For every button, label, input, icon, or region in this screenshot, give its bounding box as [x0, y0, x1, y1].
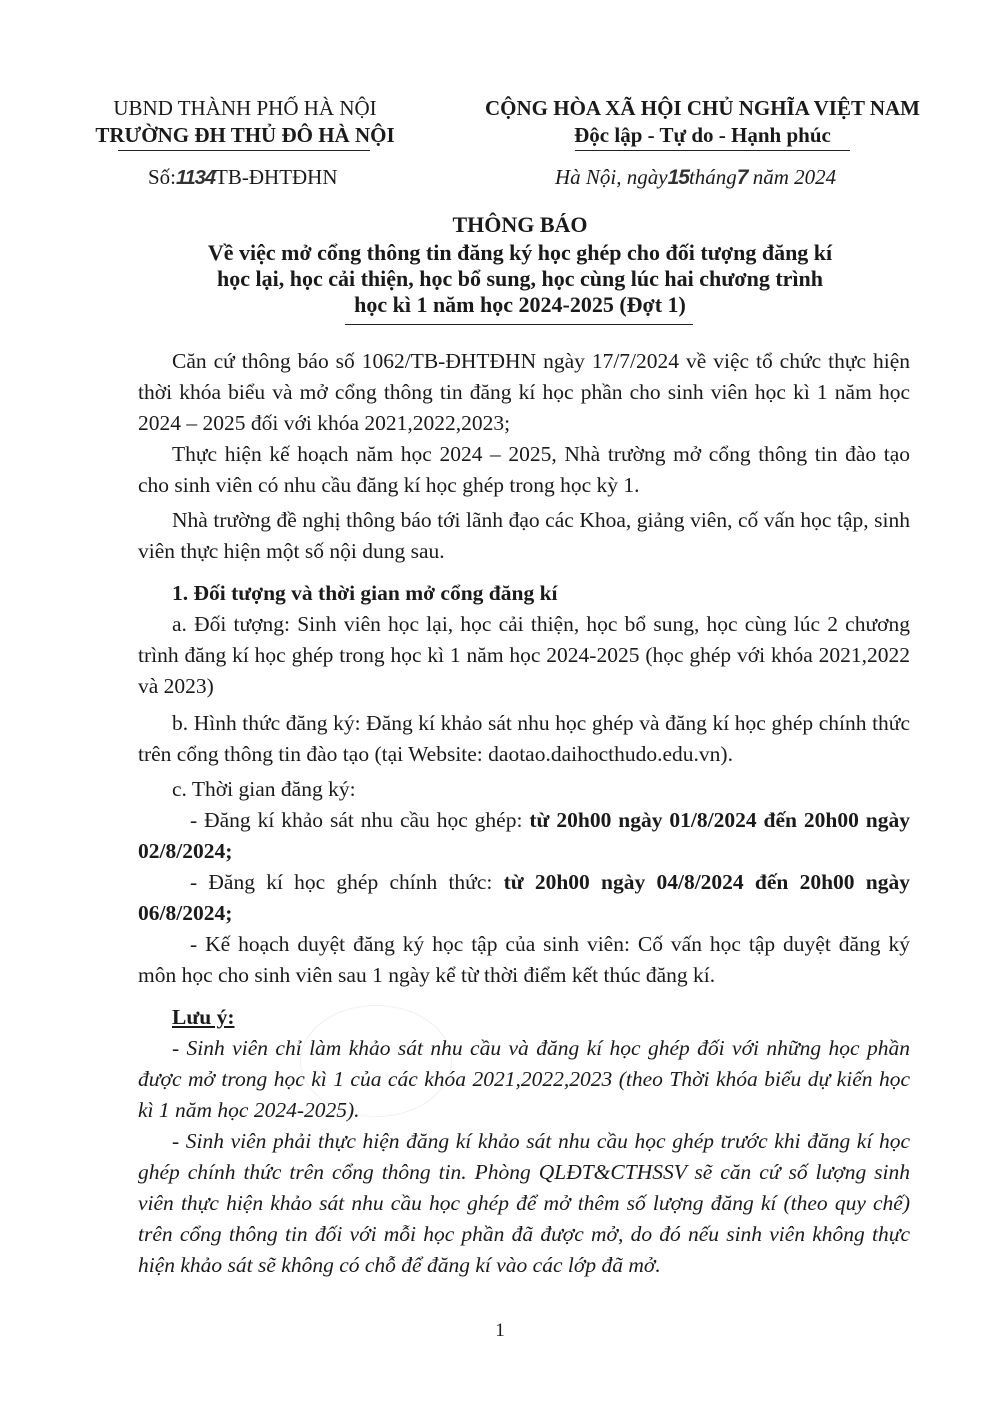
title-line-1: Về việc mở cổng thông tin đăng ký học ghép cho đối tượng đăng kí — [207, 240, 833, 265]
national-motto: Độc lập - Tự do - Hạnh phúc — [574, 123, 831, 147]
paragraph-request: Nhà trường đề nghị thông báo tới lãnh đạo các Khoa, giảng viên, cố vấn học tập, sinh viên thực hiện một số nội dung sau. — [138, 508, 910, 563]
item-c1-survey — [138, 805, 910, 867]
national-header-block — [465, 95, 940, 149]
date-year: năm 2024 — [752, 165, 837, 189]
c1-time: từ 20h00 ngày 01/8/2024 đến 20h00 ngày 02/8/2024; — [138, 808, 911, 863]
item-a-target: a. Đối tượng: Sinh viên học lại, học cải thiện, học bổ sung, học cùng lúc 2 chương trình đăng kí học ghép trong học kì 1 năm học 2024-2025 (học ghép với khóa 2021,2022 và 2023) — [138, 612, 910, 698]
doc-number-prefix: Số: — [148, 165, 177, 189]
country-name: CỘNG HÒA XÃ HỘI CHỦ NGHĨA VIỆT NAM — [484, 96, 921, 120]
header-left-rule — [118, 150, 370, 151]
item-c3-approval: - Kế hoạch duyệt đăng ký học tập của sinh viên: Cố vấn học tập duyệt đăng ký môn học cho sinh viên sau 1 ngày kể từ thời điểm kết thúc đăng kí. — [138, 932, 910, 987]
notes-heading: Lưu ý: — [172, 1005, 235, 1029]
page-number: 1 — [495, 1320, 505, 1341]
intro-section — [138, 346, 910, 567]
issuing-authority-block — [95, 95, 395, 149]
document-number — [148, 165, 338, 190]
c2-label: - Đăng kí học ghép chính thức: — [190, 870, 504, 894]
doc-number-handwritten: 1134 — [176, 167, 216, 189]
c1-label: - Đăng kí khảo sát nhu cầu học ghép: — [190, 808, 530, 832]
date-month: 7 — [736, 166, 748, 189]
section-1-heading: 1. Đối tượng và thời gian mở cổng đăng kí — [172, 581, 558, 605]
note-2: - Sinh viên phải thực hiện đăng kí khảo sát nhu cầu học ghép trước khi đăng kí học ghép chính thức trên cổng thông tin. Phòng QLĐT&CTHSSV sẽ căn cứ số lượng sinh viên thực hiện khảo sát nhu cầu học ghép để mở thêm số lượng đăng kí (theo quy chế) trên cổng thông tin đối với mỗi học phần đã được mở, do đó nếu sinh viên không thực hiện khảo sát sẽ không có chỗ để đăng kí vào các lớp đã mở. — [138, 1129, 910, 1277]
date-line — [555, 165, 836, 190]
authority-name: UBND THÀNH PHỐ HÀ NỘI — [113, 96, 377, 120]
item-c-time: c. Thời gian đăng ký: — [172, 777, 356, 801]
title-rule — [345, 324, 693, 325]
section-1 — [138, 578, 910, 991]
note-1: - Sinh viên chỉ làm khảo sát nhu cầu và đăng kí học ghép đối với những học phần được mở trong học kì 1 của các khóa 2021,2022,2023 (theo Thời khóa biểu dự kiến học kì 1 năm học 2024-2025). — [138, 1036, 910, 1122]
date-day: 15 — [667, 166, 689, 189]
title-line-2: học lại, học cải thiện, học bổ sung, học cùng lúc hai chương trình — [216, 266, 824, 291]
item-b-form: b. Hình thức đăng ký: Đăng kí khảo sát nhu học ghép và đăng kí học ghép chính thức trên cổng thông tin đào tạo (tại Website: daotao.daihocthudo.edu.vn). — [138, 711, 910, 766]
paragraph-basis: Căn cứ thông báo số 1062/TB-ĐHTĐHN ngày 17/7/2024 về việc tổ chức thực hiện thời khóa biểu và mở cổng thông tin đăng kí học phần cho sinh viên học kì 1 năm học 2024 – 2025 đối với khóa 2021,2022,2023; — [138, 349, 910, 435]
header-right-rule — [575, 150, 850, 151]
item-c2-official — [138, 867, 910, 929]
title-line-3: học kì 1 năm học 2024-2025 (Đợt 1) — [354, 292, 686, 317]
notes-section — [138, 1002, 910, 1281]
date-month-label: tháng — [688, 165, 737, 189]
notice-title — [150, 212, 890, 318]
doc-number-suffix: TB-ĐHTĐHN — [215, 165, 338, 189]
school-name: TRƯỜNG ĐH THỦ ĐÔ HÀ NỘI — [95, 123, 395, 147]
c2-time: từ 20h00 ngày 04/8/2024 đến 20h00 ngày 06/8/2024; — [138, 870, 910, 925]
paragraph-plan: Thực hiện kế hoạch năm học 2024 – 2025, Nhà trường mở cổng thông tin đào tạo cho sinh viên có nhu cầu đăng kí học ghép trong học kỳ 1. — [138, 442, 910, 497]
date-prefix: Hà Nội, ngày — [555, 165, 668, 189]
title-heading: THÔNG BÁO — [452, 212, 588, 237]
